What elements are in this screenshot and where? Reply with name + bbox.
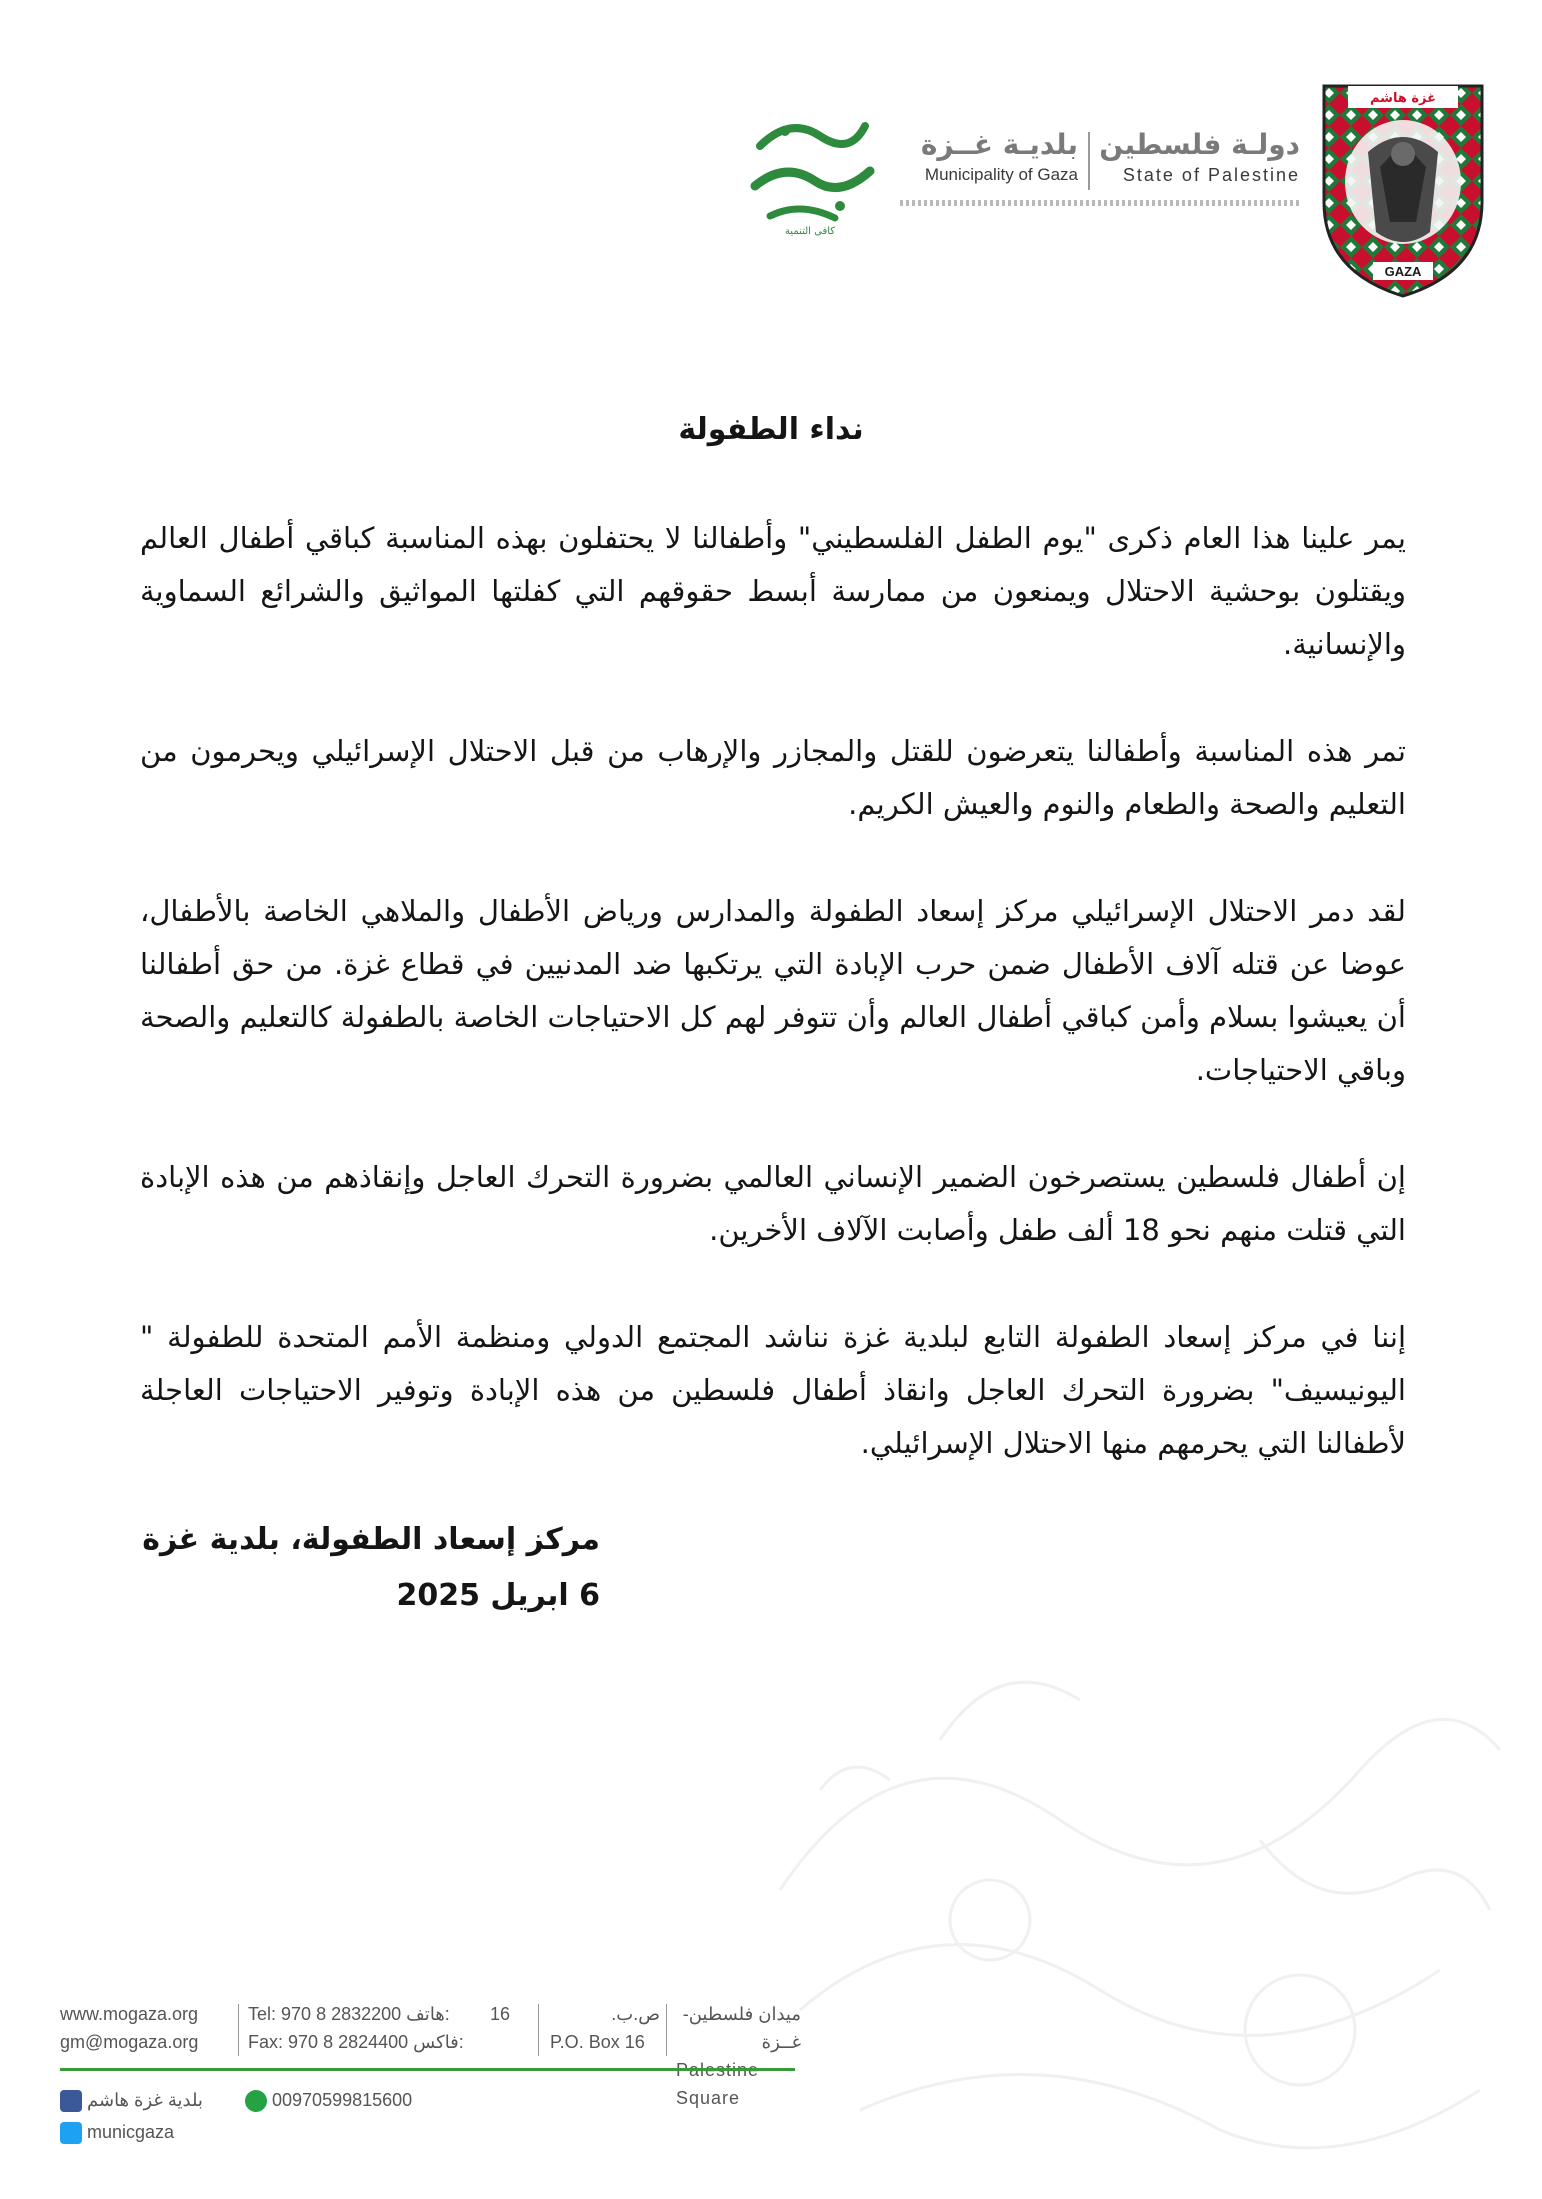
footer-separator [538,2004,539,2056]
campaign-calligraphy-logo [740,106,880,236]
gaza-crest-logo [1318,82,1488,300]
footer-email[interactable]: gm@mogaza.org [60,2032,199,2052]
document-body [140,512,1406,1524]
address-ar: ميدان فلسطين- غــزة [682,2004,801,2052]
municipality-name-ar: بلديـة غــزة [920,128,1078,161]
whatsapp-icon [245,2090,267,2112]
tel-label: Tel: [248,2004,277,2024]
social-twitter[interactable] [60,2120,174,2144]
whatsapp-number: 00970599815600 [272,2090,413,2110]
state-block [1095,128,1300,188]
crest-top-text: غزة هاشم [1369,91,1437,106]
signature-name: مركز إسعاد الطفولة، بلدية غزة [142,1522,600,1557]
crest-bottom-text: GAZA [1384,264,1422,279]
paragraph-2: تمر هذه المناسبة وأطفالنا يتعرضون للقتل والمجازر والإرهاب من قبل الاحتلال الإسرائيلي ويحرمون من التعليم والصحة والطعام والنوم والعيش الكريم. [140,734,1406,821]
twitter-handle: municgaza [87,2122,175,2142]
footer-separator [238,2004,239,2056]
facebook-name: بلدية غزة هاشم [87,2090,203,2110]
municipality-name-en: Municipality of Gaza [924,165,1078,184]
fax-number: 970 8 2824400 [288,2032,409,2052]
footer-address [676,2000,801,2112]
paragraph-1: يمر علينا هذا العام ذكرى "يوم الطفل الفلسطيني" وأطفالنا لا يحتفلون بهذه المناسبة كباقي أطفال العالم ويقتلون بوحشية الاحتلال ويمنعون من ممارسة أبسط حقوقهم التي كفلتها المواثيق والشرائع السماوية والإنسانية. [140,521,1406,661]
campaign-logo-text: كافي التنمية [784,226,836,236]
tel-number: 970 8 2832200 [281,2004,402,2024]
po-number: 16 [490,2004,511,2024]
po-label-ar: ص.ب. [611,2004,660,2024]
po-label-en: P.O. Box 16 [550,2032,645,2052]
fax-label: Fax: [248,2032,284,2052]
document-title: نداء الطفولة [678,412,864,447]
signature-date: 6 ابريل 2025 [396,1578,600,1613]
footer-phone-fax [248,2000,498,2056]
footer-po [550,2000,660,2056]
header-dotted-rule [900,200,1300,206]
footer-separator [666,2004,667,2056]
footer-contact-web [60,2000,230,2056]
paragraph-4: إن أطفال فلسطين يستصرخون الضمير الإنساني العالمي بضرورة التحرك العاجل وإنقاذهم من هذه الإبادة التي قتلت منهم نحو 18 ألف طفل وأصابت الآلاف الأخرين. [140,1160,1406,1247]
tel-label-ar: هاتف: [406,2004,450,2024]
header-divider [1088,132,1090,190]
header-titles [900,128,1300,208]
address-en: Square [676,2088,741,2108]
social-facebook[interactable] [60,2088,203,2112]
facebook-icon [60,2090,82,2112]
social-whatsapp[interactable] [245,2088,412,2112]
footer [60,2000,800,2150]
signature-block [140,1512,600,1624]
footer-website[interactable]: www.mogaza.org [60,2004,199,2024]
municipality-block [908,128,1078,188]
footer-po-number [490,2000,540,2028]
calligraphy-watermark [740,1590,1530,2180]
footer-green-rule [60,2068,795,2071]
paragraph-5: إننا في مركز إسعاد الطفولة التابع لبلدية غزة نناشد المجتمع الدولي ومنظمة الأمم المتحدة للطفولة " اليونيسيف" بضرورة التحرك العاجل وانقاذ أطفال فلسطين من هذه الإبادة وتوفير الاحتياجات العاجلة لأطفالنا التي يحرمهم منها الاحتلال الإسرائيلي. [140,1320,1406,1460]
state-name-en: State of Palestine [1122,165,1300,185]
state-name-ar: دولـة فلسطين [1099,128,1300,161]
twitter-icon [60,2122,82,2144]
fax-label-ar: فاكس: [413,2032,464,2052]
paragraph-3: لقد دمر الاحتلال الإسرائيلي مركز إسعاد الطفولة والمدارس ورياض الأطفال والملاهي الخاصة بالأطفال، عوضا عن قتله آلاف الأطفال ضمن حرب الإبادة التي يرتكبها ضد المدنيين في قطاع غزة. من حق أطفالنا أن يعيشوا بسلام وأمن كباقي أطفال العالم وأن تتوفر لهم كل الاحتياجات الخاصة بالطفولة كالتعليم والصحة وباقي الاحتياجات. [140,894,1406,1087]
